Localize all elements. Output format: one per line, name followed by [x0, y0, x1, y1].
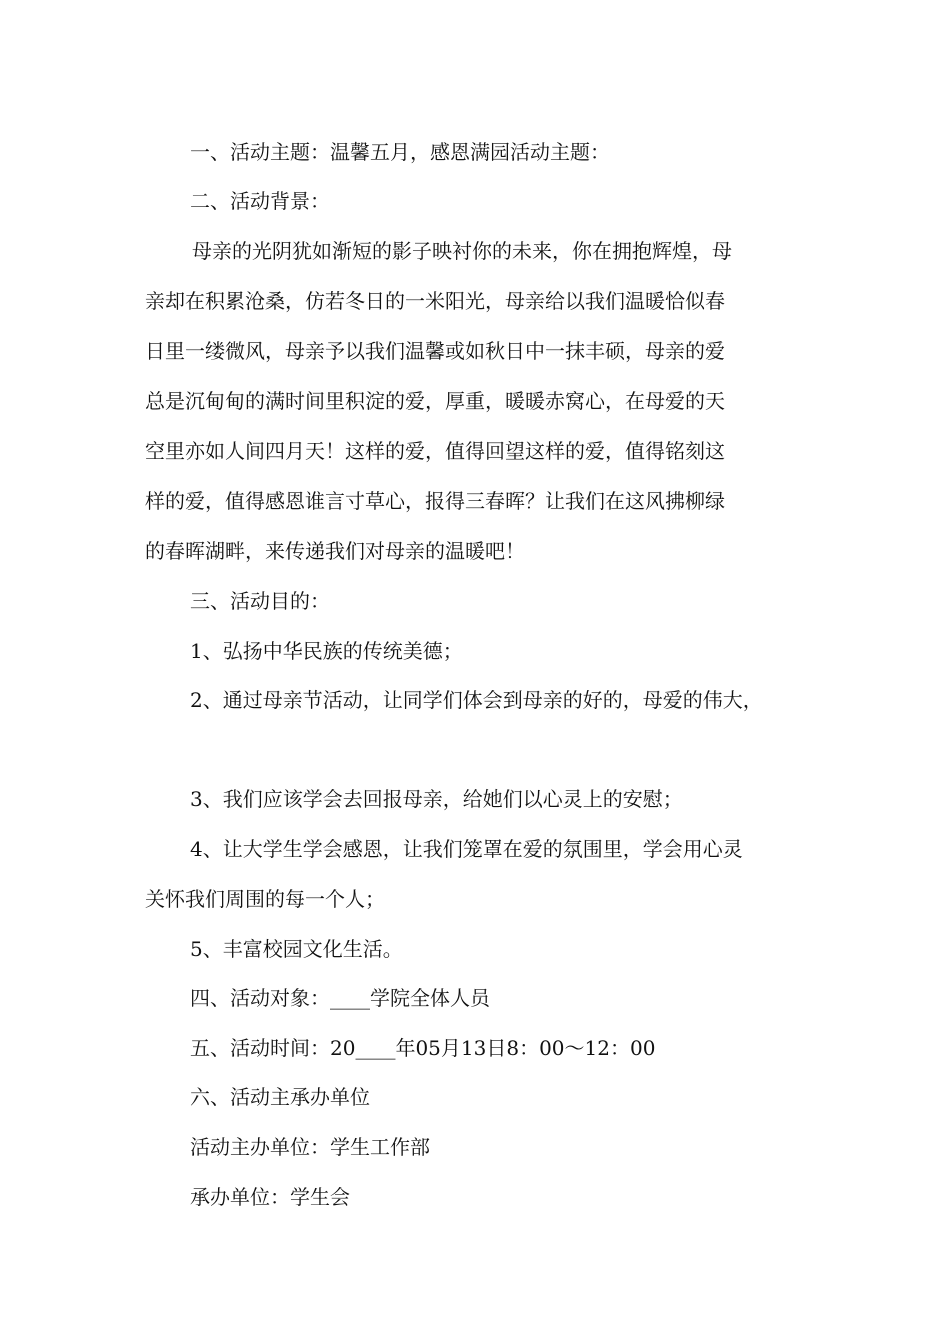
purpose-item-continuation: 关怀我们周围的每一个人；: [145, 887, 385, 911]
purpose-item: 2、通过母亲节活动，让同学们体会到母亲的好的，母爱的伟大，: [190, 688, 763, 712]
purpose-item: 4、让大学生学会感恩，让我们笼罩在爱的氛围里，学会用心灵: [190, 837, 743, 861]
background-text-line: 样的爱，值得感恩谁言寸草心，报得三春晖？让我们在这风拂柳绿: [145, 489, 725, 513]
background-text-line: 日里一缕微风，母亲予以我们温馨或如秋日中一抹丰硕，母亲的爱: [145, 339, 725, 363]
purpose-item: 1、弘扬中华民族的传统美德；: [190, 639, 463, 663]
background-text-line: 的春晖湖畔，来传递我们对母亲的温暖吧！: [145, 539, 525, 563]
background-heading: 二、活动背景：: [190, 189, 330, 213]
background-text-line: 总是沉甸甸的满时间里积淀的爱，厚重，暖暖赤窝心，在母爱的天: [145, 389, 725, 413]
background-text-line: 空里亦如人间四月天！这样的爱，值得回望这样的爱，值得铭刻这: [145, 439, 725, 463]
co-host-line: 承办单位：学生会: [190, 1185, 350, 1209]
time-line: 五、活动时间：20____年05月13日8：00～12：00: [190, 1036, 656, 1060]
background-text-line: 母亲的光阴犹如渐短的影子映衬你的未来，你在拥抱辉煌，母: [192, 239, 732, 263]
host-line: 活动主办单位：学生工作部: [190, 1135, 430, 1159]
theme-line: 一、活动主题：温馨五月，感恩满园活动主题：: [190, 140, 610, 164]
target-line: 四、活动对象：____学院全体人员: [190, 986, 490, 1010]
background-text-line: 亲却在积累沧桑，仿若冬日的一米阳光，母亲给以我们温暖恰似春: [145, 289, 725, 313]
purpose-item: 3、我们应该学会去回报母亲，给她们以心灵上的安慰；: [190, 787, 683, 811]
purpose-item: 5、丰富校园文化生活。: [190, 937, 403, 961]
organizers-heading: 六、活动主承办单位: [190, 1085, 370, 1109]
purpose-heading: 三、活动目的：: [190, 589, 330, 613]
